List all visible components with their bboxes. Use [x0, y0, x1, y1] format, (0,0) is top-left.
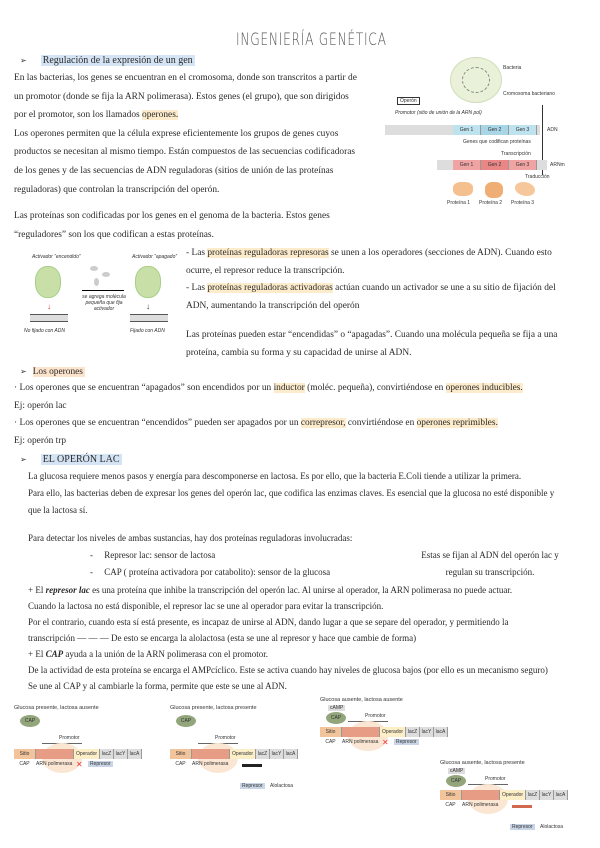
- text-line: [14, 415, 523, 433]
- polymerase-label: ARN polimerasa: [462, 802, 499, 808]
- text-line: [186, 245, 557, 263]
- heading-text: Regulación de la expresión de un gen: [42, 55, 193, 66]
- text: se unen a los operadores (secciones de ADN). Cuando esto: [328, 248, 552, 258]
- cap-site: Sitio CAP: [14, 749, 36, 759]
- diagram-title: Glucosa presente, lactosa ausente: [14, 705, 99, 711]
- highlight-repressible: operones reprimibles.: [416, 418, 498, 428]
- laca-gene: lacA: [554, 790, 568, 800]
- text-line: “reguladores” son los que codifican a estas proteínas.: [14, 229, 214, 240]
- heading-text: Los operones: [32, 367, 83, 377]
- list-item: - Represor lac: sensor de lactosa: [90, 550, 216, 560]
- dna-left: [30, 314, 68, 322]
- side-note: [390, 547, 590, 581]
- arrow-down-icon: ↓: [146, 302, 150, 311]
- promoter-segment: [36, 749, 74, 759]
- text: convirtiéndose en: [345, 418, 417, 428]
- arrow-right-icon: [82, 290, 124, 291]
- text: CAP ( proteína activadora por catabolito): sensor de la glucosa: [104, 567, 331, 577]
- promoter-label: Promotor: [485, 776, 506, 782]
- label-mrna: ARNm: [550, 162, 565, 168]
- list-item: - CAP ( proteína activadora por catabolito): sensor de la glucosa: [90, 567, 331, 577]
- repressor-label: Represor: [90, 761, 111, 767]
- section-regulatory-proteins: [186, 245, 557, 362]
- section-proteins-intro: [14, 207, 330, 244]
- diagram-title: Glucosa ausente, lactosa presente: [440, 760, 525, 766]
- text: · Los operones que se encuentran “apagados” son encendidos por un: [14, 383, 274, 393]
- label-translation: Traducción: [525, 174, 550, 180]
- mrna-gene-2: Gen 2: [481, 160, 509, 170]
- label-operon: Operón: [397, 97, 420, 105]
- text-line: En las bacterias, los genes se encuentran en el cromosoma, donde son transcritos a partir de: [14, 73, 357, 83]
- lacy-gene: lacY: [420, 727, 434, 737]
- label-bound: Fijado con ADN: [130, 328, 165, 334]
- operon-figure: [385, 55, 585, 205]
- lacy-gene: lacY: [270, 749, 284, 759]
- text-line: De la actividad de esta proteína se encarga el AMPcíclico. Este se activa cuando hay niveles de glucosa bajos (por ello es un mecanismo seguro): [28, 665, 548, 675]
- laca-gene: lacA: [128, 749, 142, 759]
- polymerase-label: ARN polimerasa: [36, 761, 73, 767]
- text-line: Ej: operón trp: [14, 435, 67, 446]
- text-line: La glucosa requiere menos pasos y energía para descomponerse en lactosa. Es por ello, que la bacteria E.Coli tiende a utilizar la primera.: [28, 471, 522, 481]
- text-line: Se une al CAP y al cambiarle la forma, permite que este se une al ADN.: [28, 681, 287, 691]
- text-line: ADN, aumentando la transcripción del operón: [186, 300, 360, 311]
- lac-diagram: [440, 760, 590, 840]
- text-line: que la lactosa sí.: [28, 505, 88, 515]
- cap-protein: CAP: [326, 712, 346, 724]
- protein-3-shape: [515, 182, 535, 196]
- section-heading-lac-operon: [20, 451, 122, 470]
- operator-segment: Operador: [380, 727, 406, 737]
- dna-right: [130, 314, 168, 322]
- section-heading-operons: [20, 363, 85, 382]
- text-line: Por el contrario, cuando esta sí está presente, es incapaz de unirse al ADN, dando lugar a que se separe del operador, y permitiendo la: [28, 617, 509, 627]
- promoter-label: Promotor: [215, 735, 236, 741]
- protein-2-shape: [485, 182, 503, 198]
- text-line: regulan su transcripción.: [445, 567, 535, 577]
- repressor-label: Represor: [396, 739, 417, 745]
- page-title: INGENIERÍA GENÉTICA: [236, 30, 387, 50]
- highlight-inducible: operones inducibles.: [445, 383, 523, 393]
- gene-2: Gen 2: [481, 125, 509, 135]
- label-add-molecule: se agrega molécula pequeña que fija activador: [82, 294, 126, 312]
- label-promoter: Promotor (sitio de unión de la ARN pol): [395, 110, 482, 116]
- polymerase-label: ARN polimerasa: [342, 739, 379, 745]
- camp-label: cAMP: [450, 768, 464, 774]
- chromosome-ring: [462, 67, 490, 93]
- operator-segment: Operador: [74, 749, 100, 759]
- text-line: Para detectar los niveles de ambas sustancias, hay dos proteínas reguladoras involucradas:: [28, 533, 353, 543]
- label-activator-off: Activador “apagado”: [132, 254, 178, 260]
- small-molecule: [94, 278, 99, 286]
- cap-site: Sitio CAP: [440, 790, 462, 800]
- text-line: ocurre, el represor reduce la transcripción.: [186, 265, 345, 276]
- text-line: [186, 280, 557, 298]
- laca-gene: lacA: [434, 727, 448, 737]
- highlight-activators: proteínas reguladoras activadoras: [207, 283, 333, 293]
- label-dna: ADN: [547, 127, 558, 133]
- text-line: Las proteínas pueden estar “encendidas” o “apagadas”. Cuando una molécula pequeña se fija a una: [186, 330, 558, 340]
- text-line: [28, 646, 548, 662]
- repressor-label: Represor: [242, 783, 263, 789]
- mrna-gene-3: Gen 3: [509, 160, 537, 170]
- blocked-x-icon: ✕: [382, 738, 389, 747]
- highlight-repressors: proteínas reguladoras represoras: [207, 248, 329, 258]
- activator-off-shape: [135, 266, 161, 298]
- text: · Los operones que se encuentran “encendidos” pueden ser apagados por un: [14, 418, 301, 428]
- bold-represor-lac: represor lac: [45, 585, 90, 595]
- arrow-bullet-icon: ➢: [20, 367, 27, 376]
- text: (moléc. pequeña), convirtiéndose en: [304, 383, 446, 393]
- lacy-gene: lacY: [114, 749, 128, 759]
- text-line: Los operones permiten que la célula exprese eficientemente los grupos de genes cuyos: [14, 128, 339, 139]
- promoter-label: Promotor: [365, 713, 386, 719]
- protein-1-shape: [453, 182, 473, 196]
- lacz-gene: lacZ: [526, 790, 540, 800]
- highlight-corepressor: correpresor,: [300, 418, 346, 428]
- heading-text: EL OPERÓN LAC: [42, 454, 120, 465]
- promoter-segment: [462, 790, 500, 800]
- section-heading-regulation: [20, 52, 195, 71]
- text-line: un promotor (donde se fija la ARN polimerasa). Estos genes (el grupo), que son dirigidos: [14, 91, 349, 102]
- text: ayuda a la unión de la ARN polimerasa con el promotor.: [63, 649, 269, 659]
- lacz-gene: lacZ: [256, 749, 270, 759]
- activator-on-shape: [35, 266, 61, 298]
- label-protein-1: Proteína 1: [447, 200, 471, 206]
- text: + El: [28, 649, 46, 659]
- label-transcription: Transcripción: [501, 151, 531, 157]
- highlight-operones: operones.: [142, 110, 179, 121]
- label-genes: Genes que codifican proteínas: [463, 139, 531, 145]
- activator-figure: [20, 252, 180, 342]
- arrow-bullet-icon: ➢: [20, 56, 27, 65]
- small-molecule: [90, 266, 98, 271]
- promoter-segment: [192, 749, 230, 759]
- promoter-segment: [342, 727, 380, 737]
- bold-cap: CAP: [45, 649, 64, 659]
- polymerase-label: ARN polimerasa: [192, 761, 229, 767]
- text-line: Estas se fijan al ADN del operón lac y: [421, 550, 559, 560]
- blocked-arrow-icon: ↓: [47, 302, 51, 311]
- cap-site: Sitio CAP: [170, 749, 192, 759]
- lac-diagram: [170, 705, 320, 789]
- lacz-gene: lacZ: [100, 749, 114, 759]
- text: - Las: [186, 283, 208, 293]
- blocked-x-icon: ✕: [76, 760, 83, 769]
- small-molecule: [102, 272, 110, 277]
- section-repressor-cap: [28, 582, 548, 694]
- arrow-bullet-icon: ➢: [20, 455, 27, 464]
- cap-site: Sitio CAP: [320, 727, 342, 737]
- diagram-title: Glucosa presente, lactosa presente: [170, 705, 257, 711]
- label-activator-on: Activador “encendido”: [32, 254, 81, 260]
- text-line: reguladoras) que controlan la transcripción del operón.: [14, 184, 220, 195]
- text: - Las: [186, 248, 208, 258]
- section-regulation-body: [14, 69, 357, 199]
- mrna-gene-1: Gen 1: [453, 160, 481, 170]
- operator-segment: Operador: [230, 749, 256, 759]
- text-line: Las proteínas son codificadas por los genes en el genoma de la bacteria. Estos genes: [14, 211, 330, 221]
- text: actúan cuando un activador se une a su sitio de fijación del: [332, 283, 556, 293]
- text: + El: [28, 585, 46, 595]
- label-bacteria: Bacteria: [503, 65, 522, 71]
- allolactose-label: Alolactosa: [540, 824, 564, 830]
- gene-3: Gen 3: [509, 125, 537, 135]
- cap-protein: CAP: [176, 715, 196, 727]
- text: por el promotor, son los llamados: [14, 110, 142, 121]
- text-line: Para ello, las bacterias deben de expresar los genes del operón lac, que codifica las enzimas claves. Es esencial que la glucosa no esté disponible y: [28, 488, 555, 498]
- highlight-inducer: inductor: [273, 383, 305, 393]
- section-operons-body: [14, 380, 523, 450]
- transcription-arrow-icon: [512, 805, 532, 808]
- text-line: de los genes y de las secuencias de ADN reguladoras (sitios de unión de las proteínas: [14, 165, 334, 176]
- label-chromosome: Cromosoma bacteriano: [503, 91, 555, 97]
- lac-diagram: [14, 705, 164, 785]
- text-line: [14, 380, 523, 398]
- lacz-gene: lacZ: [406, 727, 420, 737]
- laca-gene: lacA: [284, 749, 298, 759]
- cap-protein: CAP: [20, 715, 40, 727]
- label-not-bound: No fijado con ADN: [24, 328, 65, 334]
- cap-protein: CAP: [446, 775, 466, 787]
- repressor-label: Represor: [512, 824, 533, 830]
- text-line: Cuando la lactosa no está disponible, el represor lac se une al operador para evitar la transcripción.: [28, 601, 384, 611]
- text-line: Ej: operón lac: [14, 400, 67, 411]
- label-protein-2: Proteína 2: [479, 200, 503, 206]
- text: es una proteína que inhibe la transcripción del operón lac. Al unirse al operador, la ARN polimerasa no puede actuar.: [89, 585, 513, 595]
- camp-label: cAMP: [330, 705, 344, 711]
- text-line: [28, 582, 548, 598]
- operator-segment: Operador: [500, 790, 526, 800]
- promoter-label: Promotor: [59, 735, 80, 741]
- diagram-title: Glucosa ausente, lactosa ausente: [320, 697, 403, 703]
- text-line: [14, 106, 357, 125]
- text-line: productos se necesitan al mismo tiempo. Están compuestos de las secuencias codificadoras: [14, 147, 356, 158]
- text: Represor lac: sensor de lactosa: [104, 550, 216, 560]
- gene-1: Gen 1: [453, 125, 481, 135]
- text-line: transcripción — — — De esto se encarga la alolactosa (esta se une al represor y hace que cambie de forma): [28, 633, 417, 643]
- text-line: proteína, cambia su forma y su capacidad de unirse al ADN.: [186, 347, 412, 358]
- allolactose-label: Alolactosa: [270, 783, 294, 789]
- transcription-arrow-icon: [242, 764, 262, 767]
- lacy-gene: lacY: [540, 790, 554, 800]
- label-protein-3: Proteína 3: [511, 200, 535, 206]
